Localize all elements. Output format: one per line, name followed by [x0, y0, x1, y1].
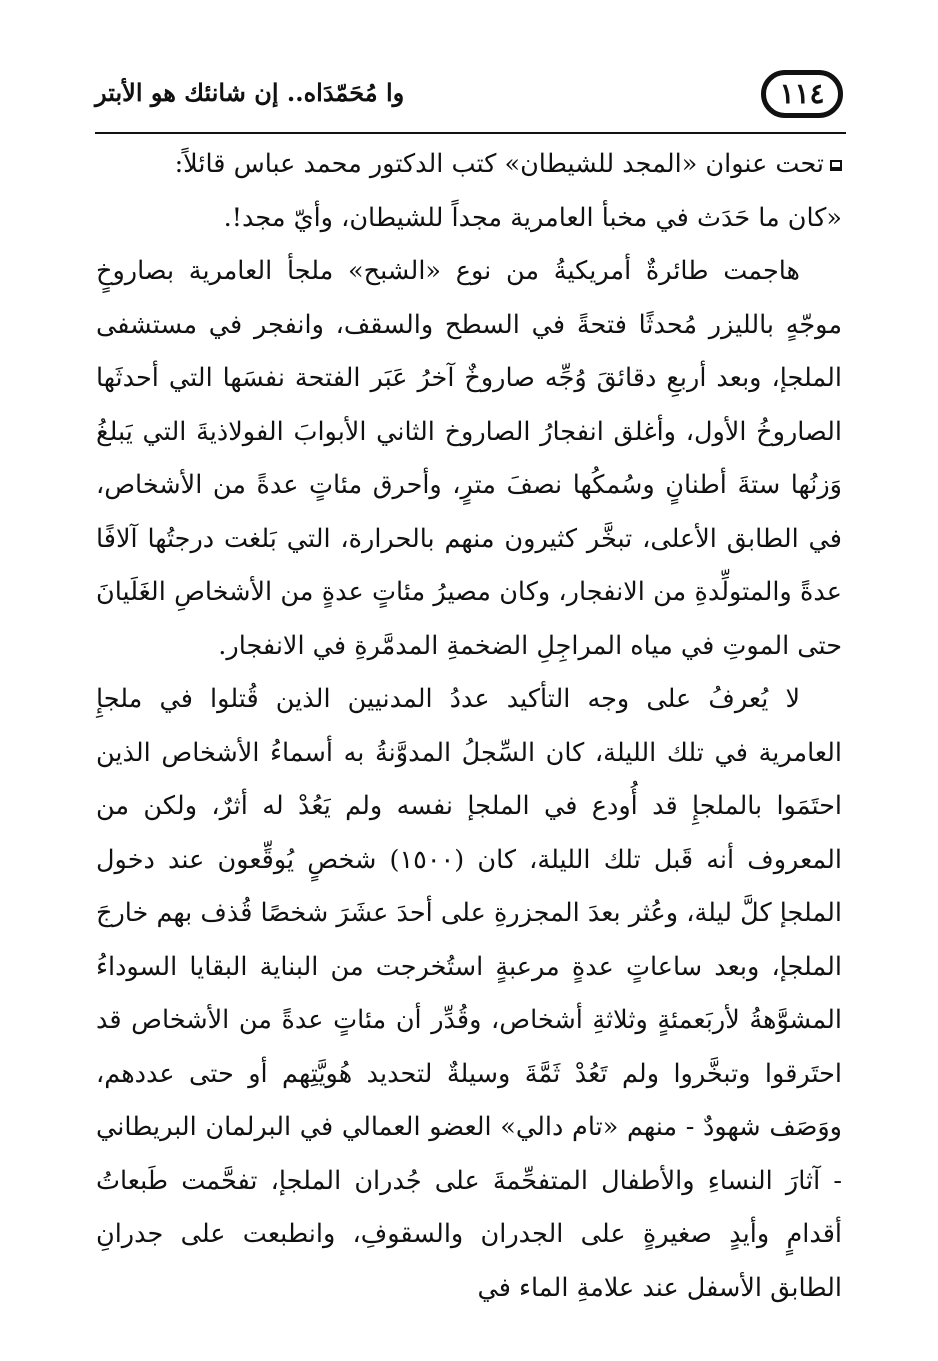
- page-number-badge: [761, 70, 843, 118]
- paragraph-2: لا يُعرفُ على وجه التأكيد عددُ المدنيين الذين قُتلوا في ملجإِ العامرية في تلك الليلة، كان السِّجلُ المدوَّنةُ به أسماءُ الأشخاص الذين احتَمَوا بالملجإِ قد أُودع في الملجإ نفسه ولم يَعُدْ له أثرٌ، ولكن من المعروف أنه قَبل تلك الليلة، كان (١٥٠٠) شخصٍ يُوقِّعون عند دخول الملجإ كلَّ ليلة، وعُثر بعدَ المجزرةِ على أحدَ عشَرَ شخصًا قُذف بهم خارجَ الملجإ، وبعد ساعاتٍ عدةٍ مرعبةٍ استُخرجت من البناية البقايا السوداءُ المشوَّهةُ لأربَعمئةٍ وثلاثةِ أشخاص، وقُدِّر أن مئاتٍ عدةً من الأشخاص قد احتَرقوا وتبخَّروا ولم تَعُدْ ثَمَّةَ وسيلةٌ لتحديد هُويَّتِهم أو حتى عددهم، ووَصَف شهودٌ - منهم «تام دالي» العضو العمالي في البرلمان البريطاني - آثارَ النساءِ والأطفال المتفحِّمةَ على جُدران الملجإ، تفحَّمت طَبعاتُ أقدامٍ وأيدٍ صغيرةٍ على الجدران والسقوفِ، وانطبعت على جدرانِ الطابق الأسفل عند علامةِ الماء في: [96, 684, 842, 1303]
- square-bullet-icon: [830, 160, 842, 171]
- paragraph-1: هاجمت طائرةٌ أمريكيةُ من نوع «الشبح» ملجأ العامرية بصاروخٍ موجّهٍ بالليزر مُحدثًا فتحةً في السطح والسقف، وانفجر في مستشفى الملجإ، وبعد أربعِ دقائقَ وُجِّه صاروخٌ آخرُ عَبَر الفتحة نفسَها التي أحدثَها الصاروخُ الأول، وأغلق انفجارُ الصاروخ الثاني الأبوابَ الفولاذيةَ التي يَبلغُ وَزنُها ستةَ أطنانٍ وسُمكُها نصفَ مترٍ، وأحرق مئاتٍ عدةً من الأشخاص، في الطابق الأعلى، تبخَّر كثيرون منهم بالحرارة، التي بَلغت درجتُها آلافًا عدةً والمتولِّدةِ من الانفجار، وكان مصيرُ مئاتٍ عدةٍ من الأشخاصِ الغَلَيانَ حتى الموتِ في مياه المراجِلِ الضخمةِ المدمَّرةِ في الانفجار.: [96, 256, 842, 661]
- intro-line: تحت عنوان «المجد للشيطان» كتب الدكتور محمد عباس قائلاً:: [174, 149, 824, 179]
- page-body: [96, 138, 842, 1315]
- quote-line: «كان ما حَدَث في مخبأ العامرية مجداً للشيطان، وأيّ مجد!.: [223, 202, 842, 233]
- running-title: وا مُحَمّدَاه.. إن شانئك هو الأبتر: [95, 78, 405, 107]
- intro-paragraph: [96, 138, 842, 192]
- page-header: [95, 70, 843, 128]
- page-number: ١١٤: [779, 77, 825, 110]
- header-divider: [95, 132, 846, 134]
